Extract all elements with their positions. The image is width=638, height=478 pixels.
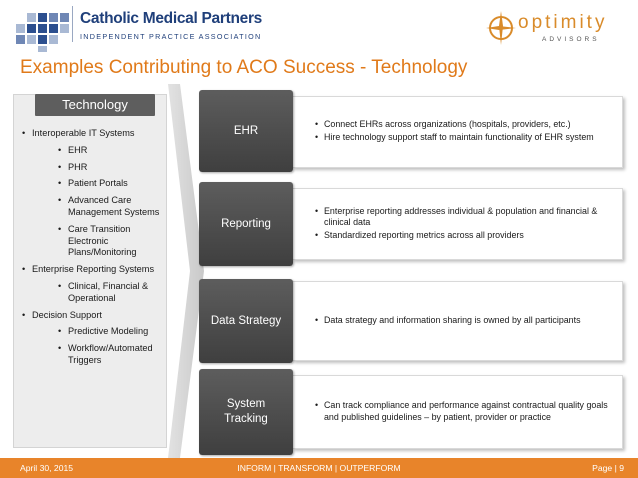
data-strategy-details (292, 281, 623, 361)
list-item: • Decision Support (22, 310, 165, 322)
list-item: • EHR (58, 145, 165, 157)
org-name: Catholic Medical Partners (80, 10, 263, 27)
partner-subtitle: ADVISORS (542, 36, 600, 43)
list-item: • Data strategy and information sharing is owned by all participants (315, 315, 581, 327)
list-item: • Hire technology support staff to maintain functionality of EHR system (315, 132, 594, 144)
partner-name: optimity (518, 12, 608, 33)
footer-tagline: INFORM | TRANSFORM | OUTPERFORM (237, 463, 401, 473)
header-divider (72, 6, 73, 42)
list-item: • Predictive Modeling (58, 326, 165, 338)
ehr-label: EHR (199, 90, 293, 172)
list-item: • Can track compliance and performance against contractual quality goals and published guidelines – by patient, provider or practice (315, 400, 614, 423)
list-item: • Enterprise Reporting Systems (22, 264, 165, 276)
reporting-details (292, 188, 623, 260)
footer-date: April 30, 2015 (20, 463, 74, 473)
list-item: • Patient Portals (58, 178, 165, 190)
list-item: • Advanced Care Management Systems (58, 195, 165, 219)
list-item: • Workflow/Automated Triggers (58, 343, 165, 367)
list-item: • Interoperable IT Systems (22, 128, 165, 140)
list-item: • Clinical, Financial & Operational (58, 281, 165, 305)
list-item: • Care Transition Electronic Plans/Monitoring (58, 224, 165, 259)
org-subtitle: INDEPENDENT PRACTICE ASSOCIATION (80, 32, 262, 41)
technology-heading: Technology (35, 94, 155, 116)
system-tracking-details (292, 375, 623, 449)
ehr-details (292, 96, 623, 168)
compass-icon (486, 8, 516, 46)
page-number: Page | 9 (592, 463, 624, 473)
system-tracking-label: System Tracking (199, 369, 293, 455)
list-item: • Connect EHRs across organizations (hospitals, providers, etc.) (315, 119, 594, 131)
list-item: • Standardized reporting metrics across all providers (315, 230, 614, 242)
footer-bar (0, 458, 638, 478)
data-strategy-label: Data Strategy (199, 279, 293, 363)
cross-mark-icon (14, 8, 78, 52)
list-item: • PHR (58, 162, 165, 174)
reporting-label: Reporting (199, 182, 293, 266)
technology-list (22, 128, 165, 372)
list-item: • Enterprise reporting addresses individual & population and financial & clinical data (315, 206, 614, 229)
slide-title: Examples Contributing to ACO Success - Technology (20, 57, 468, 78)
